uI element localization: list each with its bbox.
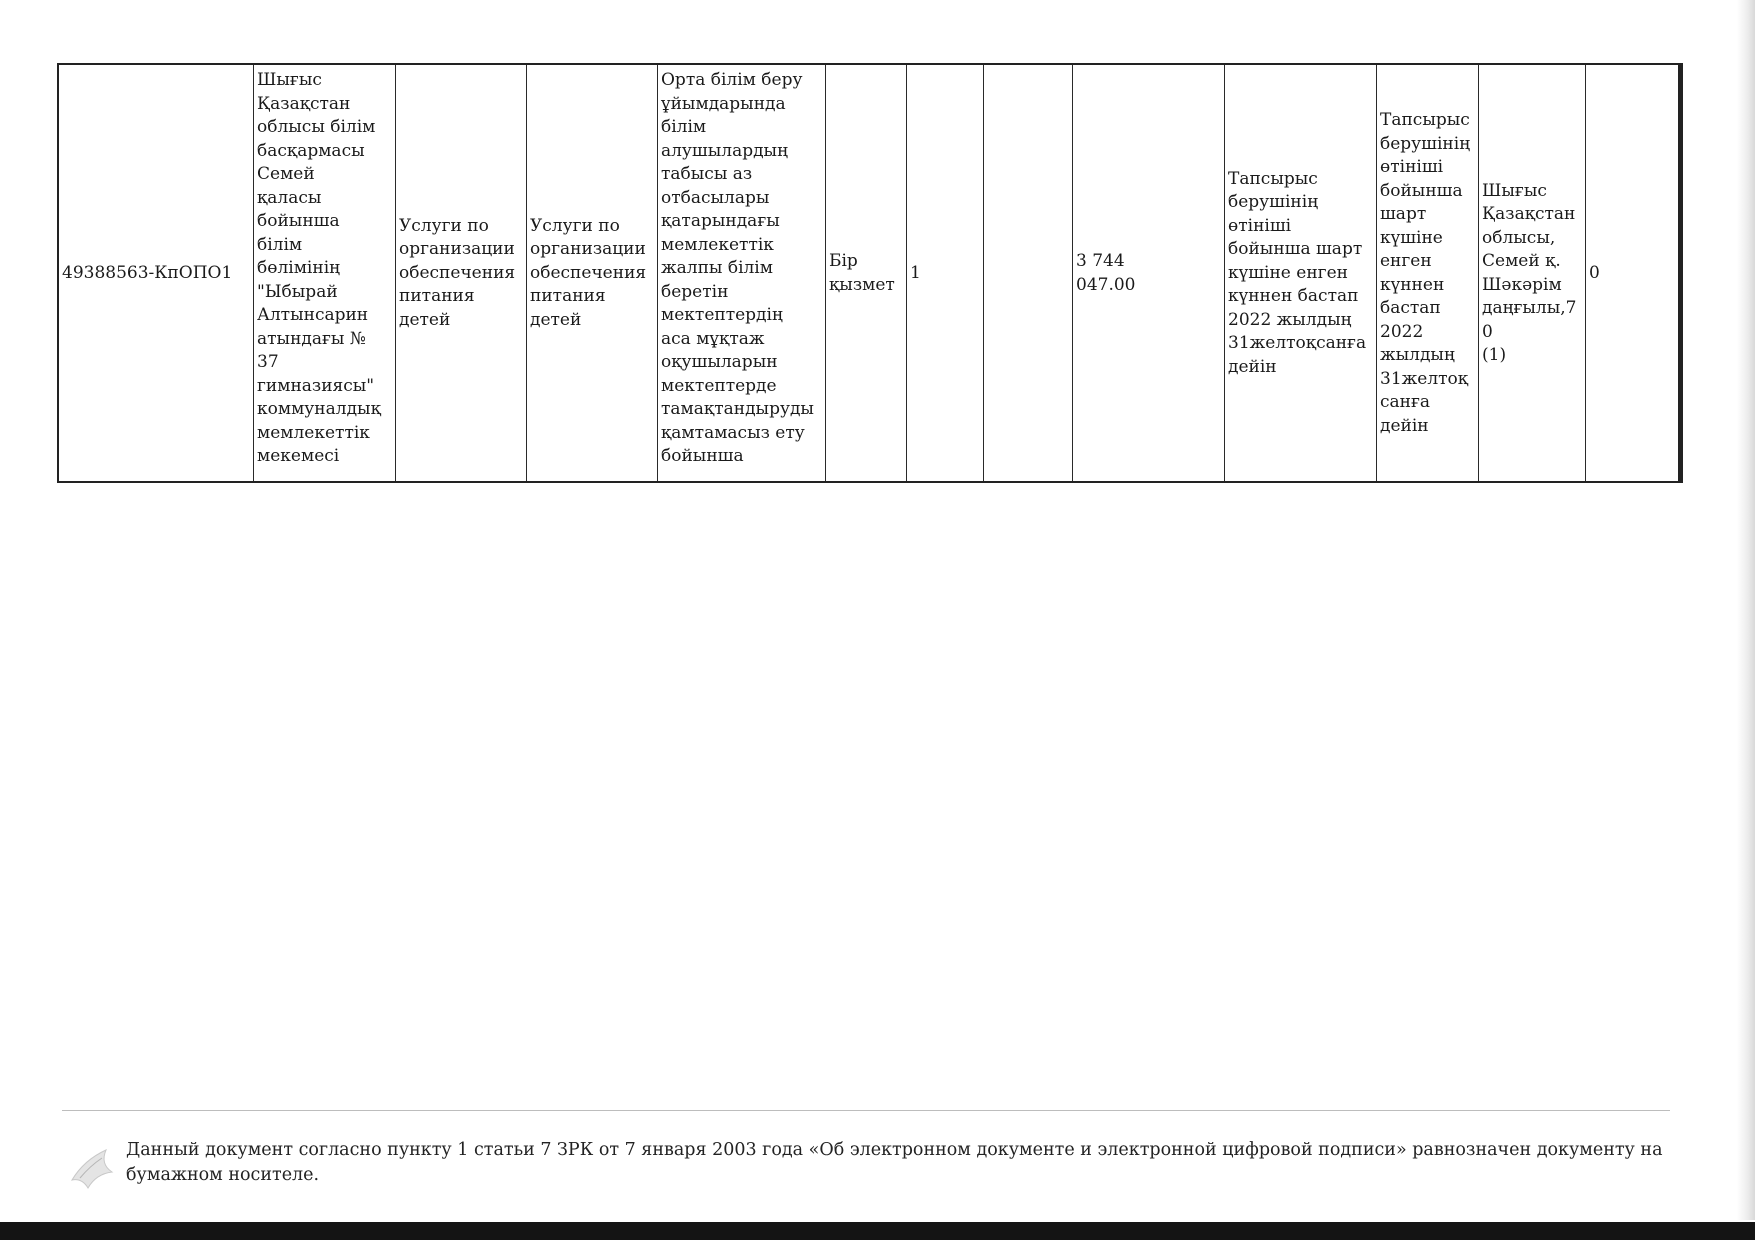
delivery-place: Шығыс Қазақстан облысы, Семей қ. Шәкәрім даңғылы,70 (1) — [1482, 180, 1577, 365]
delivery-term: Тапсырыс берушінің өтініші бойынша шарт күшіне енген күннен бастап 2022 жылдың 31желтоқсанға дейін — [1228, 168, 1367, 377]
cell-term-2 — [1377, 65, 1479, 483]
scan-bottom-edge — [0, 1222, 1755, 1240]
service-description-kz: Орта білім беру ұйымдарында білім алушылардың табысы аз отбасылары қатарындағы мемлекеттік жалпы білім беретін мектептердің аса мұқтаж оқушыларын мектептерде тамақтандыруды қамтамасыз ету бойынша — [661, 70, 814, 466]
cell-price — [1073, 65, 1225, 483]
cell-service-ru-2 — [527, 65, 658, 483]
cell-term-1 — [1225, 65, 1377, 483]
cell-service-ru-1 — [396, 65, 527, 483]
service-name-ru: Услуги по организации обеспечения питания детей — [399, 215, 516, 330]
advance-payment: 0 — [1589, 262, 1600, 283]
table-row — [59, 65, 1683, 483]
cell-place — [1479, 65, 1586, 483]
cell-unit — [826, 65, 907, 483]
cell-service-kz — [658, 65, 826, 483]
delivery-term-repeat: Тапсырыс берушінің өтініші бойынша шарт күшіне енген күннен бастап 2022 жылдың 31желтоқсанға дейін — [1380, 110, 1471, 436]
cell-id — [59, 65, 254, 483]
lot-id: 49388563-КпОПО1 — [62, 262, 233, 283]
seal-icon — [66, 1142, 120, 1196]
footer-divider — [62, 1110, 1670, 1111]
cell-advance — [1586, 65, 1683, 483]
unit-of-measure: Бір қызмет — [829, 251, 895, 295]
quantity: 1 — [910, 262, 921, 283]
scan-page-edge — [1737, 0, 1755, 1220]
procurement-table — [58, 64, 1683, 483]
legal-notice: Данный документ согласно пункту 1 статьи 7 ЗРК от 7 января 2003 года «Об электронном документе и электронной цифровой подписи» равнозначен документу на бумажном носителе. — [126, 1140, 1663, 1185]
unit-price: 3 744 047.00 — [1076, 251, 1136, 295]
service-description-ru: Услуги по организации обеспечения питания детей — [530, 215, 647, 330]
cell-customer — [254, 65, 396, 483]
cell-empty — [984, 65, 1073, 483]
customer-name: Шығыс Қазақстан облысы білім басқармасы Семей қаласы бойынша білім бөлімінің "Ыбырай Алтынсарин атындағы № 37 гимназиясы" коммуналдық мемлекеттік мекемесі — [257, 70, 381, 466]
cell-quantity — [907, 65, 984, 483]
